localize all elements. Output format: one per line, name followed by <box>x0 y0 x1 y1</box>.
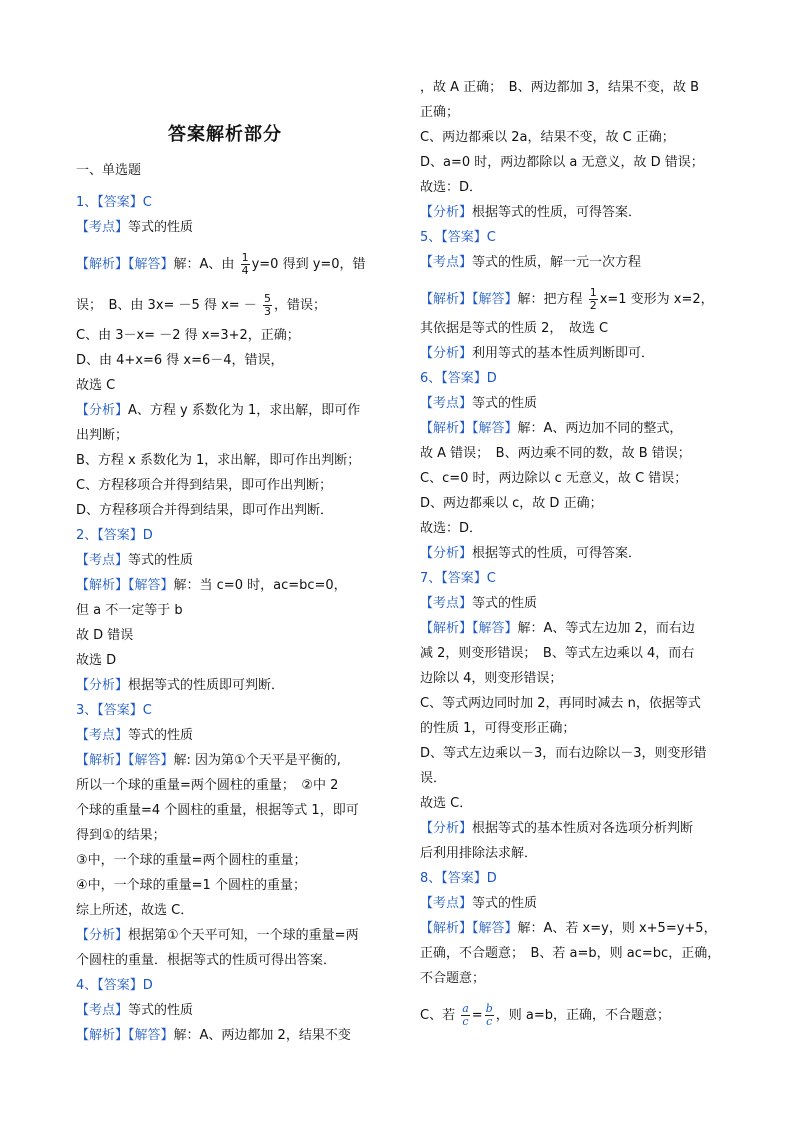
q4-fenxi <box>420 204 641 222</box>
q3-line7: 综上所述，故选 C． <box>76 903 194 918</box>
q6-line5: 故选：D． <box>420 521 483 536</box>
q1-line4: D、由 4+x=6 得 x=6－4，错误， <box>76 353 284 368</box>
q7-line3: 边除以 4，则变形错误； <box>420 671 563 686</box>
q5-kaodian <box>420 254 641 272</box>
q8-answer: 8、【答案】D <box>420 871 497 886</box>
frac-num: 1 <box>241 251 249 264</box>
q1-line3: C、由 3－x= －2 得 x=3+2，正确； <box>76 328 300 343</box>
fenxi-tag: 【分析】 <box>420 546 473 561</box>
fenxi-tag: 【分析】 <box>420 205 473 220</box>
q6-line2: 故 A 错误； B、两边乘不同的数，故 B 错误； <box>420 446 691 461</box>
q1-text: 解：A、由 <box>173 257 235 272</box>
q6-text: 解：A、两边加不同的整式， <box>517 421 683 436</box>
frac-num: b <box>485 1002 493 1015</box>
q3-kaodian-text: 等式的性质 <box>128 728 194 743</box>
kaodian-tag: 【考点】 <box>420 896 473 911</box>
q4-line5: D、a=0 时，两边都除以 a 无意义，故 D 错误； <box>420 155 704 170</box>
q3-fenxi-line2: 个圆柱的重量．根据等式的性质可得出答案． <box>76 953 337 968</box>
fenxi-tag: 【分析】 <box>76 928 129 943</box>
q1-fenxi-line2: 出判断； <box>76 428 129 443</box>
fraction-b-over-c <box>485 1003 494 1028</box>
q8-kaodian <box>420 895 537 913</box>
q2-answer: 2、【答案】D <box>76 528 153 543</box>
kaodian-tag: 【考点】 <box>76 553 129 568</box>
q8-text: C、若 <box>420 1008 456 1023</box>
q2-kaodian-text: 等式的性质 <box>128 553 194 568</box>
fenxi-tag: 【分析】 <box>76 403 129 418</box>
q6-jiexi-line1 <box>420 420 682 438</box>
page-title: 答案解析部分 <box>168 124 282 145</box>
q3-fenxi-line1 <box>76 927 359 945</box>
q5-fenxi-text: 利用等式的基本性质判断即可． <box>472 346 655 361</box>
kaodian-tag: 【考点】 <box>76 1003 129 1018</box>
q7-answer: 7、【答案】C <box>420 571 496 586</box>
q6-kaodian <box>420 395 537 413</box>
q2-jiexi-line1 <box>76 577 347 595</box>
frac-num: 5 <box>263 292 271 305</box>
q7-line4: C、等式两边同时加 2，再同时减去 n，依据等式 <box>420 696 701 711</box>
q1-kaodian-text: 等式的性质 <box>128 220 194 235</box>
q7-text: 解：A、等式左边加 2，而右边 <box>517 621 695 636</box>
q3-line4: 得到①的结果； <box>76 828 166 843</box>
q3-jiexi-line1 <box>76 752 341 770</box>
frac-den: 3 <box>263 305 271 318</box>
q4-line4: C、两边都乘以 2a，结果不变，故 C 正确； <box>420 130 675 145</box>
q1-line2 <box>76 293 326 318</box>
q3-fenxi-text: 根据第①个天平可知，一个球的重量=两 <box>128 928 359 943</box>
q5-answer: 5、【答案】C <box>420 230 496 245</box>
q2-line4: 故选 D <box>76 653 117 668</box>
fraction-one-quarter <box>241 252 250 277</box>
kaodian-tag: 【考点】 <box>76 728 129 743</box>
jieda-tag: 【解答】 <box>472 421 518 436</box>
q7-line5: 的性质 1，可得变形正确； <box>420 721 576 736</box>
q5-text: x=1 变形为 x=2， <box>599 292 714 307</box>
fenxi-tag: 【分析】 <box>420 821 473 836</box>
fenxi-tag: 【分析】 <box>420 346 473 361</box>
jieda-tag: 【解答】 <box>472 621 518 636</box>
q8-jiexi-line1 <box>420 920 717 938</box>
frac-den: c <box>462 1015 469 1028</box>
q4-jiexi-line1 <box>76 1027 351 1045</box>
q1-kaodian <box>76 219 193 237</box>
q3-kaodian <box>76 727 193 745</box>
q5-kaodian-text: 等式的性质，解一元一次方程 <box>472 255 642 270</box>
jiexi-tag: 【解析】 <box>420 621 473 636</box>
q8-text: ，则 a=b，正确，不合题意； <box>495 1008 670 1023</box>
q5-fenxi <box>420 345 654 363</box>
q4-answer: 4、【答案】D <box>76 978 153 993</box>
q7-fenxi-line1 <box>420 820 693 838</box>
jieda-tag: 【解答】 <box>128 1028 174 1043</box>
q2-fenxi-text: 根据等式的性质即可判断． <box>128 678 285 693</box>
q3-line6: ④中，一个球的重量=1 个圆柱的重量； <box>76 878 306 893</box>
q7-line6: D、等式左边乘以－3，而右边除以－3，则变形错 <box>420 746 707 761</box>
q7-line8: 故选 C． <box>420 796 473 811</box>
jieda-tag: 【解答】 <box>128 257 174 272</box>
jiexi-tag: 【解析】 <box>420 292 473 307</box>
q7-jiexi-line1 <box>420 620 695 638</box>
equals-sign: = <box>471 1008 483 1023</box>
jieda-tag: 【解答】 <box>472 292 518 307</box>
q6-line3: C、c=0 时，两边除以 c 无意义，故 C 错误； <box>420 471 688 486</box>
q1-answer <box>76 194 152 212</box>
q1-text: 误； B、由 3x= －5 得 x= － <box>76 298 257 313</box>
q1-fenxi-line4: C、方程移项合并得到结果，即可作出判断； <box>76 478 333 493</box>
frac-den: 4 <box>241 264 249 277</box>
jieda-tag: 【解答】 <box>128 578 174 593</box>
q5-line2: 其依据是等式的性质 2， 故选 C <box>420 321 609 336</box>
jiexi-tag: 【解析】 <box>76 1028 129 1043</box>
q2-line2: 但 a 不一定等于 b <box>76 603 183 618</box>
q3-line3: 个球的重量=4 个圆柱的重量，根据等式 1，即可 <box>76 803 359 818</box>
jiexi-tag: 【解析】 <box>76 753 129 768</box>
q3-text: 解: 因为第①个天平是平衡的, <box>173 753 341 768</box>
kaodian-tag: 【考点】 <box>420 255 473 270</box>
q1-fenxi-line1 <box>76 402 360 420</box>
q2-kaodian <box>76 552 193 570</box>
q8-text: 解：A、若 x=y，则 x+5=y+5， <box>517 921 717 936</box>
q3-answer: 3、【答案】C <box>76 703 152 718</box>
q4-kaodian-text: 等式的性质 <box>128 1003 194 1018</box>
q1-text: ，错误； <box>273 298 326 313</box>
q8-line2: 正确，不合题意； B、若 a=b，则 ac=bc，正确， <box>420 946 721 961</box>
q6-line4: D、两边都乘以 c，故 D 正确； <box>420 496 603 511</box>
q1-fenxi-line5: D、方程移项合并得到结果，即可作出判断． <box>76 503 334 518</box>
q7-kaodian-text: 等式的性质 <box>472 596 538 611</box>
fraction-one-half <box>589 287 598 312</box>
q1-answer-text: 1、【答案】C <box>76 195 152 210</box>
frac-num: 1 <box>589 286 597 299</box>
fenxi-tag: 【分析】 <box>76 678 129 693</box>
frac-den: 2 <box>589 299 597 312</box>
q7-fenxi-line2: 后利用排除法求解． <box>420 846 538 861</box>
q7-line2: 减 2，则变形错误； B、等式左边乘以 4，而右 <box>420 646 695 661</box>
q8-line3: 不合题意； <box>420 971 486 986</box>
q7-line7: 误． <box>420 771 447 786</box>
q7-kaodian <box>420 595 537 613</box>
q4-line3: 正确； <box>420 105 460 120</box>
q8-line4 <box>420 1003 670 1028</box>
q6-fenxi <box>420 545 641 563</box>
q3-line2: 所以一个球的重量=两个圆柱的重量； ②中 2 <box>76 778 339 793</box>
q2-fenxi <box>76 677 284 695</box>
q5-text: 解：把方程 <box>517 292 583 307</box>
q1-line5: 故选 C <box>76 378 116 393</box>
q6-fenxi-text: 根据等式的性质，可得答案． <box>472 546 642 561</box>
q5-jiexi-line1 <box>420 287 714 312</box>
kaodian-tag: 【考点】 <box>420 596 473 611</box>
q1-fenxi-text: A、方程 y 系数化为 1，求出解，即可作 <box>128 403 361 418</box>
section-heading: 一、单选题 <box>76 163 142 178</box>
q1-jiexi-line1 <box>76 252 366 277</box>
fraction-a-over-c <box>461 1003 470 1028</box>
jiexi-tag: 【解析】 <box>76 578 129 593</box>
jieda-tag: 【解答】 <box>128 753 174 768</box>
q8-kaodian-text: 等式的性质 <box>472 896 538 911</box>
q4-text: 解：A、两边都加 2，结果不变 <box>173 1028 351 1043</box>
jiexi-tag: 【解析】 <box>420 921 473 936</box>
jiexi-tag: 【解析】 <box>76 257 129 272</box>
kaodian-tag: 【考点】 <box>420 396 473 411</box>
kaodian-tag: 【考点】 <box>76 220 129 235</box>
q2-line3: 故 D 错误 <box>76 628 134 643</box>
fraction-five-thirds <box>263 293 272 318</box>
jieda-tag: 【解答】 <box>472 921 518 936</box>
frac-num: a <box>462 1002 469 1015</box>
q1-fenxi-line3: B、方程 x 系数化为 1，求出解，即可作出判断； <box>76 453 361 468</box>
jiexi-tag: 【解析】 <box>420 421 473 436</box>
q6-answer: 6、【答案】D <box>420 371 497 386</box>
q4-kaodian <box>76 1002 193 1020</box>
q4-line2: ，故 A 正确； B、两边都加 3，结果不变，故 B <box>420 80 700 95</box>
q4-line6: 故选：D． <box>420 180 483 195</box>
q7-fenxi-text: 根据等式的基本性质对各选项分析判断 <box>472 821 694 836</box>
q4-fenxi-text: 根据等式的性质，可得答案． <box>472 205 642 220</box>
q3-line5: ③中，一个球的重量=两个圆柱的重量； <box>76 853 307 868</box>
frac-den: c <box>486 1015 493 1028</box>
q1-text: y=0 得到 y=0，错 <box>251 257 366 272</box>
q6-kaodian-text: 等式的性质 <box>472 396 538 411</box>
q2-text: 解：当 c=0 时，ac=bc=0， <box>173 578 347 593</box>
